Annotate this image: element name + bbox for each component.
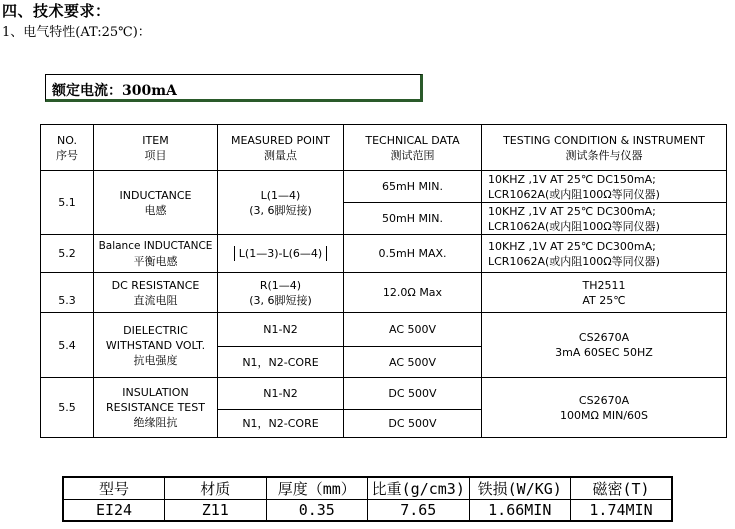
- point-line1: L(1—4): [260, 188, 301, 202]
- item-en: DIELECTRIC: [123, 323, 188, 337]
- row-data: 65mH MIN.: [344, 171, 482, 203]
- item-cn: 直流电阻: [133, 293, 178, 307]
- table-row: [41, 378, 727, 410]
- item-en-line2: WITHSTAND VOLT.: [105, 338, 206, 352]
- item-cn: 电感: [144, 203, 167, 217]
- header-no-en: NO.: [57, 133, 77, 147]
- material-value-cell: 1.74MIN: [571, 500, 673, 522]
- row-point: N1，N2-CORE: [218, 410, 344, 438]
- header-data-en: TECHNICAL DATA: [365, 133, 460, 147]
- row-data: AC 500V: [344, 347, 482, 378]
- material-value-cell: EI24: [63, 500, 165, 522]
- header-data-cn: 测试范围: [390, 148, 435, 162]
- condition-line1: 10KHZ ,1V AT 25℃ DC300mA;: [488, 239, 656, 253]
- row-item: [94, 273, 218, 313]
- rated-current-label: 额定电流：300mA: [52, 83, 177, 99]
- item-cn: 抗电强度: [133, 353, 178, 367]
- subtitle: 1、电气特性(AT:25℃)：: [2, 25, 151, 40]
- row-data: DC 500V: [344, 410, 482, 438]
- condition-line2: AT 25℃: [582, 293, 626, 307]
- point-line2: (3, 6脚短接): [249, 293, 312, 307]
- row-condition: [482, 313, 727, 378]
- row-no: 5.4: [41, 313, 94, 378]
- material-header-cell: 比重(g/cm3): [368, 477, 470, 500]
- row-data: 50mH MIN.: [344, 203, 482, 235]
- section-title: 四、技术要求：: [2, 2, 111, 20]
- row-data: 0.5mH MAX.: [344, 235, 482, 273]
- item-cn: 平衡电感: [133, 254, 178, 268]
- header-condition-cn: 测试条件与仪器: [565, 148, 643, 162]
- condition-line2: 3mA 60SEC 50HZ: [555, 346, 653, 359]
- row-item: [94, 235, 218, 273]
- point-line1: R(1—4): [259, 278, 302, 292]
- row-item: [94, 171, 218, 235]
- header-condition: [482, 125, 727, 171]
- material-value-row: [63, 500, 672, 522]
- material-value-cell: 0.35: [266, 500, 368, 522]
- table-row: [41, 273, 727, 313]
- condition-line2: LCR1062A(或内阻100Ω等同仪器): [488, 219, 660, 233]
- row-data: AC 500V: [344, 313, 482, 347]
- header-point-cn: 测量点: [264, 148, 297, 162]
- material-value-cell: 7.65: [368, 500, 470, 522]
- header-point: [218, 125, 344, 171]
- row-condition: [482, 171, 727, 203]
- header-item: [94, 125, 218, 171]
- row-point: N1，N2-CORE: [218, 347, 344, 378]
- row-point: [218, 171, 344, 235]
- row-item: [94, 313, 218, 378]
- table-row: [41, 171, 727, 203]
- material-header-cell: 材质: [165, 477, 267, 500]
- row-point: N1-N2: [218, 313, 344, 347]
- header-no: [41, 125, 94, 171]
- material-table: [62, 476, 673, 522]
- header-data: [344, 125, 482, 171]
- spec-header-row: [41, 125, 727, 171]
- condition-line1: 10KHZ ,1V AT 25℃ DC300mA;: [488, 204, 656, 218]
- item-cn: 绝缘阻抗: [133, 416, 178, 429]
- condition-line1: CS2670A: [578, 331, 630, 344]
- header-item-en: ITEM: [142, 133, 169, 147]
- material-header-cell: 型号: [63, 477, 165, 500]
- row-condition: [482, 235, 727, 273]
- table-row: [41, 235, 727, 273]
- row-no: 5.2: [41, 235, 94, 273]
- material-header-cell: 铁损(W/KG): [469, 477, 571, 500]
- header-item-cn: 项目: [144, 148, 167, 162]
- condition-line2: LCR1062A(或内阻100Ω等同仪器): [488, 254, 660, 268]
- condition-line2: 100MΩ MIN/60S: [559, 408, 649, 422]
- row-point: N1-N2: [218, 378, 344, 410]
- header-condition-en: TESTING CONDITION & INSTRUMENT: [503, 133, 705, 147]
- point-line1: L(1—3)-L(6—4): [234, 246, 327, 261]
- header-no-cn: 序号: [56, 148, 78, 162]
- row-data: DC 500V: [344, 378, 482, 410]
- material-header-cell: 磁密(T): [571, 477, 673, 500]
- condition-line1: 10KHZ ,1V AT 25℃ DC150mA;: [488, 172, 656, 186]
- row-data: 12.0Ω Max: [344, 273, 482, 313]
- row-condition: [482, 273, 727, 313]
- header-point-en: MEASURED POINT: [230, 133, 331, 147]
- point-line2: (3, 6脚短接): [249, 203, 312, 217]
- item-en: INDUCTANCE: [119, 188, 192, 202]
- material-value-cell: Z11: [165, 500, 267, 522]
- spec-table: [40, 124, 727, 438]
- row-condition: [482, 378, 727, 438]
- condition-line2: LCR1062A(或内阻100Ω等同仪器): [488, 187, 660, 201]
- row-condition: [482, 203, 727, 235]
- material-header-row: [63, 477, 672, 500]
- row-no: 5.5: [41, 378, 94, 438]
- item-en: Balance INDUCTANCE: [98, 239, 213, 252]
- row-no: 5.3: [41, 273, 94, 313]
- table-row: [41, 313, 727, 347]
- item-en: INSULATION: [122, 386, 189, 399]
- row-item: [94, 378, 218, 438]
- item-en-line2: RESISTANCE TEST: [106, 401, 205, 414]
- row-point: [218, 235, 344, 273]
- item-en: DC RESISTANCE: [111, 278, 200, 292]
- row-no: 5.1: [41, 171, 94, 235]
- material-header-cell: 厚度（mm）: [266, 477, 368, 500]
- condition-line1: CS2670A: [578, 393, 630, 407]
- row-point: [218, 273, 344, 313]
- material-value-cell: 1.66MIN: [469, 500, 571, 522]
- condition-line1: TH2511: [582, 278, 626, 292]
